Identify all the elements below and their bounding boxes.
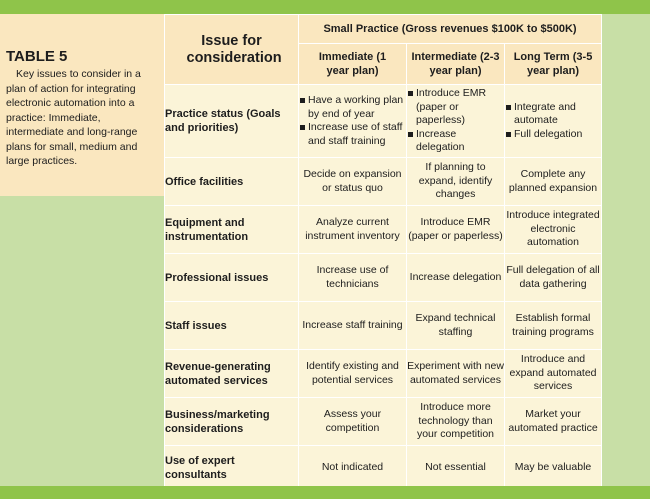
practice-size-group-header: Small Practice (Gross revenues $100K to $500K)	[299, 15, 602, 44]
cell-immediate: Increase use of technicians	[299, 254, 407, 302]
row-issue-label: Revenue-generating automated services	[165, 350, 299, 398]
cell-immediate: Not indicated	[299, 446, 407, 491]
row-issue-label: Staff issues	[165, 302, 299, 350]
bullet-item: Increase use of staff and staff training	[299, 121, 406, 148]
top-color-strip	[0, 0, 650, 14]
cell-immediate: Analyze current instrument inventory	[299, 206, 407, 254]
table-row	[165, 85, 602, 158]
cell-long-term: Introduce integrated electronic automation	[505, 206, 602, 254]
bullet-item: Integrate and automate	[505, 101, 601, 128]
row-issue-label: Professional issues	[165, 254, 299, 302]
row-issue-label: Use of expert consultants	[165, 446, 299, 491]
cell-intermediate: If planning to expand, identify changes	[407, 158, 505, 206]
row-issue-label: Equipment and instrumentation	[165, 206, 299, 254]
table-row	[165, 206, 602, 254]
cell-immediate	[299, 85, 407, 158]
cell-immediate: Identify existing and potential services	[299, 350, 407, 398]
table-caption-panel	[0, 14, 164, 196]
bullet-list	[299, 94, 406, 148]
table-row	[165, 158, 602, 206]
cell-intermediate: Not essential	[407, 446, 505, 491]
row-issue-label: Practice status (Goals and priorities)	[165, 85, 299, 158]
cell-immediate: Assess your competition	[299, 398, 407, 446]
cell-intermediate: Introduce more technology than your competition	[407, 398, 505, 446]
action-plan-table	[164, 14, 602, 491]
cell-intermediate: Increase delegation	[407, 254, 505, 302]
cell-intermediate: Experiment with new automated services	[407, 350, 505, 398]
bullet-list	[407, 87, 504, 155]
column-header-immediate: Immediate (1 year plan)	[299, 44, 407, 85]
bullet-item: Have a working plan by end of year	[299, 94, 406, 121]
cell-immediate: Decide on expansion or status quo	[299, 158, 407, 206]
table-row	[165, 398, 602, 446]
cell-intermediate	[407, 85, 505, 158]
column-header-intermediate: Intermediate (2-3 year plan)	[407, 44, 505, 85]
cell-long-term: Complete any planned expansion	[505, 158, 602, 206]
table-number: TABLE 5	[6, 48, 68, 65]
cell-intermediate: Expand technical staffing	[407, 302, 505, 350]
cell-long-term	[505, 85, 602, 158]
row-issue-label: Business/marketing considerations	[165, 398, 299, 446]
row-issue-label: Office facilities	[165, 158, 299, 206]
cell-long-term: May be valuable	[505, 446, 602, 491]
table-row	[165, 254, 602, 302]
issue-column-header: Issue for consideration	[165, 15, 299, 85]
cell-long-term: Market your automated practice	[505, 398, 602, 446]
bullet-item: Increase delegation	[407, 128, 504, 155]
table-body	[165, 85, 602, 491]
cell-long-term: Introduce and expand automated services	[505, 350, 602, 398]
cell-long-term: Full delegation of all data gathering	[505, 254, 602, 302]
column-header-long-term: Long Term (3-5 year plan)	[505, 44, 602, 85]
bullet-item: Full delegation	[505, 128, 601, 142]
bullet-item: Introduce EMR (paper or paperless)	[407, 87, 504, 128]
table-row	[165, 302, 602, 350]
bullet-list	[505, 101, 601, 142]
bottom-color-strip	[0, 486, 650, 499]
table-caption-text: Key issues to consider in a plan of action for integrating electronic automation into a practice: Immediate, intermediate and long-range plans for small, medium and large practices.	[6, 68, 141, 167]
cell-long-term: Establish formal training programs	[505, 302, 602, 350]
table-row	[165, 446, 602, 491]
table-row	[165, 350, 602, 398]
cell-intermediate: Introduce EMR (paper or paperless)	[407, 206, 505, 254]
cell-immediate: Increase staff training	[299, 302, 407, 350]
